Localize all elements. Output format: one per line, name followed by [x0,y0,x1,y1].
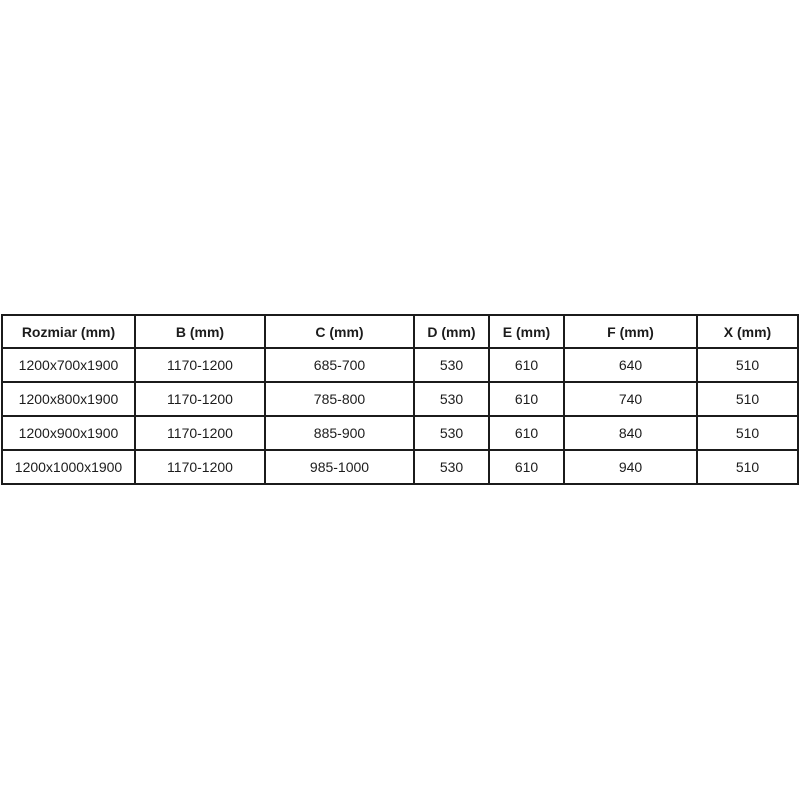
table-cell-rozmiar: 1200x900x1900 [2,416,135,450]
table-row [2,450,798,484]
table-cell-x: 510 [697,348,798,382]
table-cell-b: 1170-1200 [135,348,265,382]
table-cell-d: 530 [414,348,489,382]
column-header-rozmiar: Rozmiar (mm) [2,315,135,348]
table-cell-c: 685-700 [265,348,414,382]
column-header-f: F (mm) [564,315,697,348]
table-cell-x: 510 [697,416,798,450]
table-cell-d: 530 [414,450,489,484]
table-row [2,348,798,382]
dimension-spec-table [1,314,799,485]
table-cell-f: 940 [564,450,697,484]
table-cell-e: 610 [489,450,564,484]
column-header-x: X (mm) [697,315,798,348]
table-row [2,382,798,416]
table-cell-rozmiar: 1200x800x1900 [2,382,135,416]
table-cell-e: 610 [489,382,564,416]
column-header-c: C (mm) [265,315,414,348]
column-header-d: D (mm) [414,315,489,348]
table-cell-x: 510 [697,450,798,484]
table-cell-rozmiar: 1200x700x1900 [2,348,135,382]
table-cell-c: 885-900 [265,416,414,450]
table-cell-rozmiar: 1200x1000x1900 [2,450,135,484]
table-cell-f: 740 [564,382,697,416]
table-cell-e: 610 [489,348,564,382]
table-cell-c: 785-800 [265,382,414,416]
column-header-e: E (mm) [489,315,564,348]
table-row [2,416,798,450]
table-cell-b: 1170-1200 [135,416,265,450]
table-cell-b: 1170-1200 [135,450,265,484]
table-cell-b: 1170-1200 [135,382,265,416]
table-cell-d: 530 [414,382,489,416]
table-cell-x: 510 [697,382,798,416]
table-cell-f: 840 [564,416,697,450]
column-header-b: B (mm) [135,315,265,348]
table-cell-f: 640 [564,348,697,382]
table-cell-c: 985-1000 [265,450,414,484]
table-header-row [2,315,798,348]
table-cell-e: 610 [489,416,564,450]
table-cell-d: 530 [414,416,489,450]
